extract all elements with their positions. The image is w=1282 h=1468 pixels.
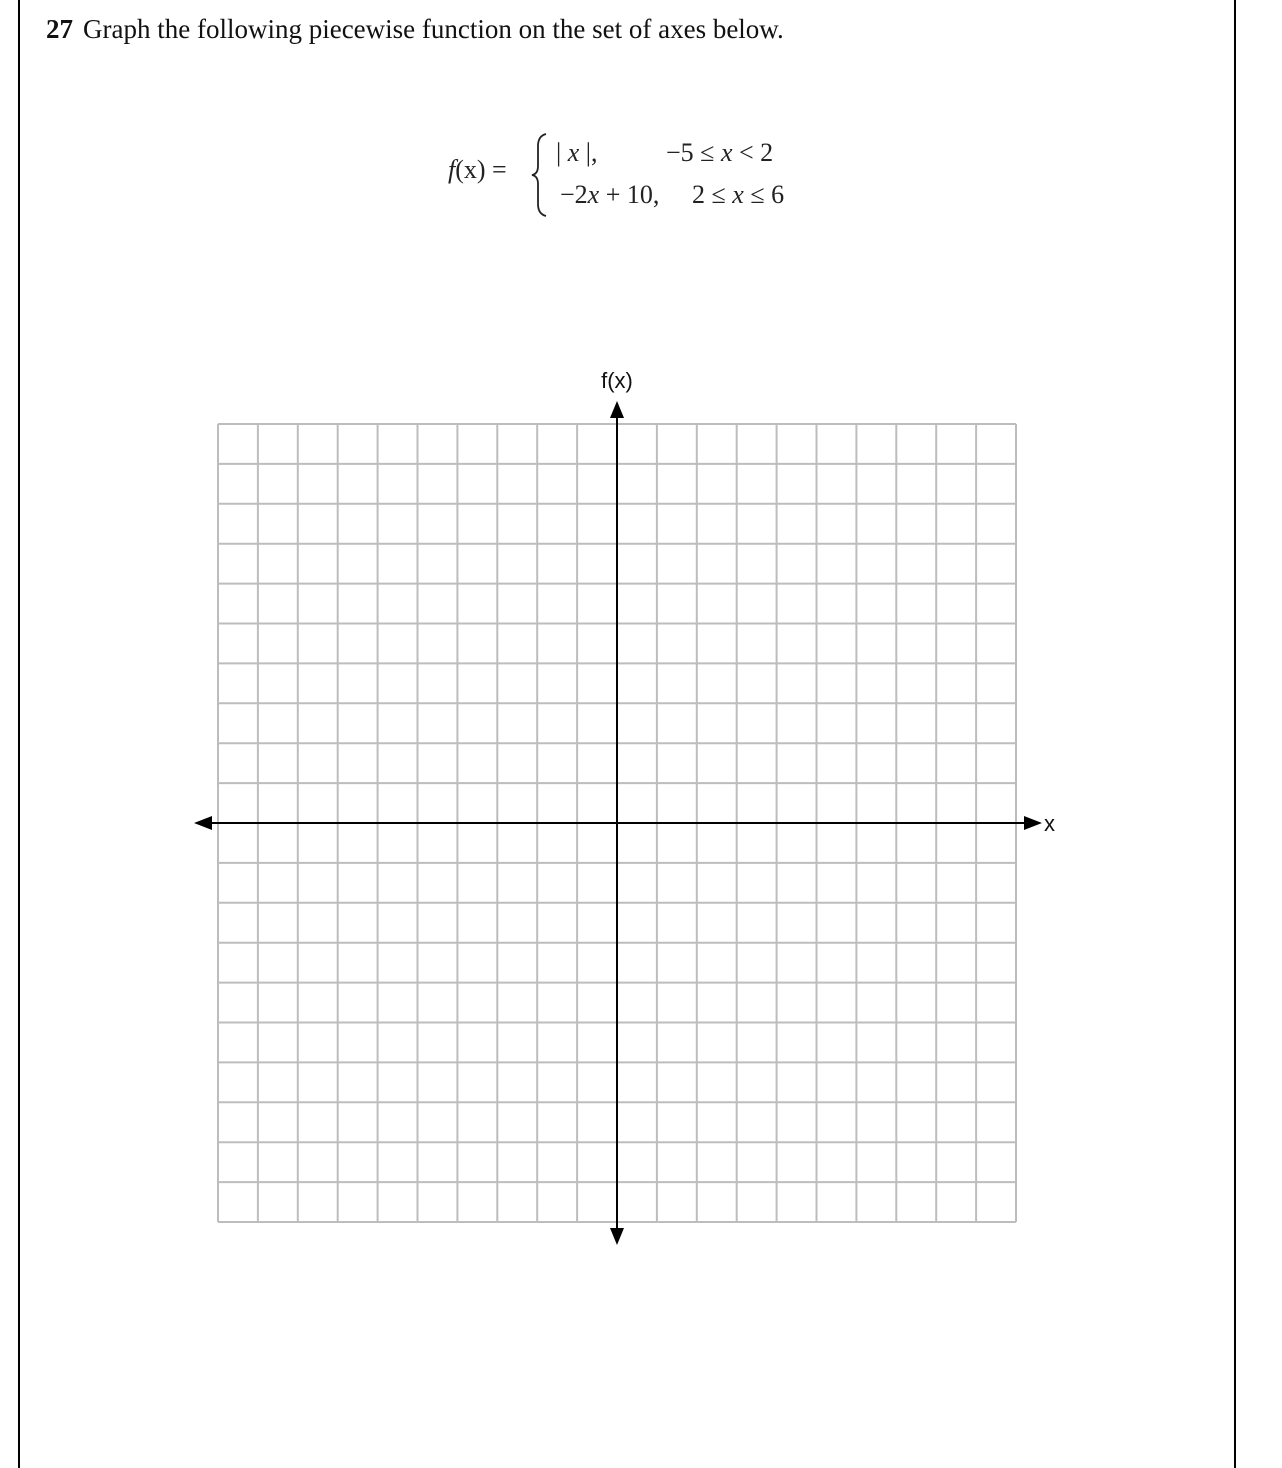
axes bbox=[194, 401, 1042, 1245]
y-axis-label: f(x) bbox=[601, 368, 633, 393]
case-1-condition: −5 ≤ x < 2 bbox=[666, 138, 774, 167]
x-axis-right-arrow-icon bbox=[1024, 816, 1042, 830]
question-number: 27 bbox=[46, 14, 73, 44]
y-axis-up-arrow-icon bbox=[610, 401, 624, 418]
y-axis-down-arrow-icon bbox=[610, 1228, 624, 1245]
question-text: Graph the following piecewise function on the set of axes below. bbox=[83, 14, 784, 44]
case-1-expression: | x |, bbox=[556, 138, 598, 167]
x-axis-left-arrow-icon bbox=[194, 816, 212, 830]
case-2-expression: −2x + 10, bbox=[560, 180, 660, 209]
case-2-condition: 2 ≤ x ≤ 6 bbox=[692, 180, 785, 209]
x-axis-label: x bbox=[1044, 811, 1055, 836]
function-name: f bbox=[448, 155, 456, 184]
function-argument: (x) = bbox=[455, 155, 507, 184]
